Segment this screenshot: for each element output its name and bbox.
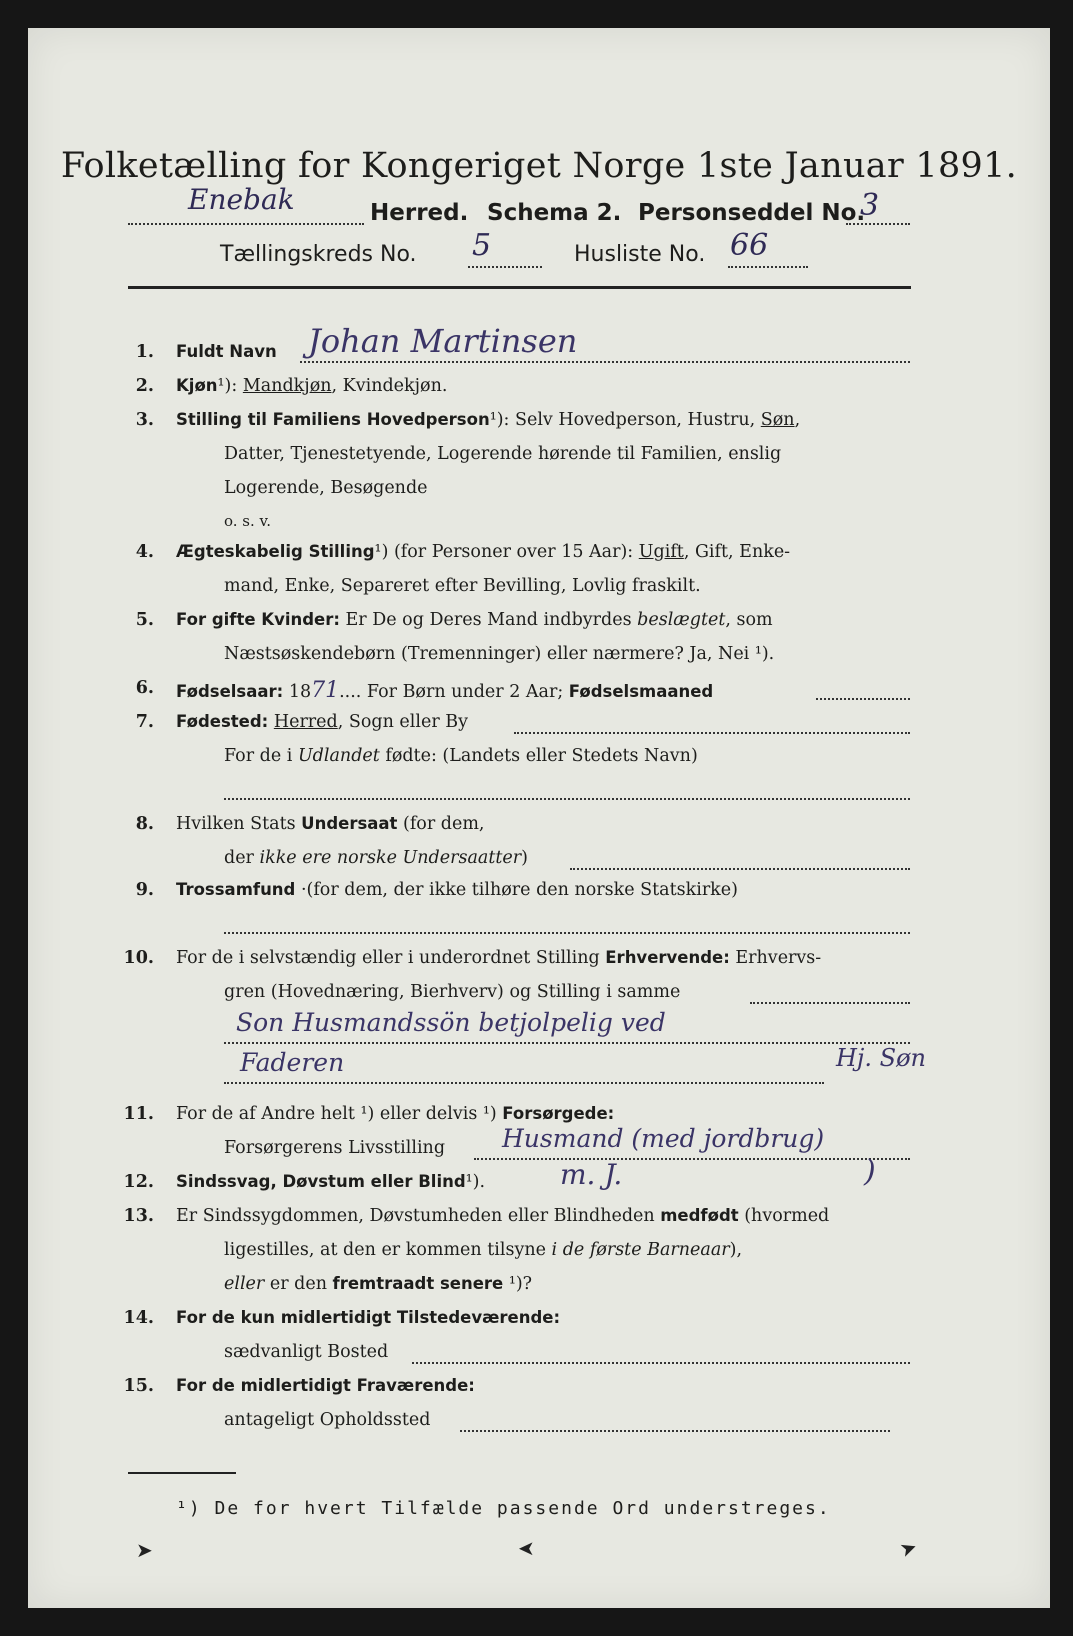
q5-number: 5. xyxy=(135,610,154,630)
q12-number: 12. xyxy=(123,1172,154,1192)
q15-line2: antageligt Opholdssted xyxy=(224,1410,431,1430)
q5-line2: Næstsøskendebørn (Tremenninger) eller nærmere? Ja, Nei ¹). xyxy=(224,644,775,664)
q15-number: 15. xyxy=(123,1376,154,1396)
personseddel-dotline xyxy=(846,223,910,225)
q7-line2: For de i Udlandet fødte: (Landets eller Stedets Navn) xyxy=(224,746,698,766)
husliste-label: Husliste No. xyxy=(574,242,706,267)
footnote: ¹) De for hvert Tilfælde passende Ord understreges. xyxy=(176,1498,831,1519)
registration-mark-left: ➤ xyxy=(136,1538,153,1562)
herred-value: Enebak xyxy=(188,183,295,216)
registration-mark-center: ➤ xyxy=(518,1536,535,1560)
q1-number: 1. xyxy=(135,342,154,362)
q3-line2: Datter, Tjenestetyende, Logerende hørende til Familien, enslig xyxy=(224,444,782,464)
q6-line: Fødselsaar: 1871.... For Børn under 2 Aar; Fødselsmaaned xyxy=(176,678,714,703)
q15-line1: For de midlertidigt Fraværende: xyxy=(176,1376,475,1395)
q11-dotline xyxy=(474,1158,910,1160)
header-rule xyxy=(128,286,911,289)
personseddel-label: Personseddel No. xyxy=(638,200,866,226)
q15-dotline xyxy=(460,1430,890,1432)
q1-answer: Johan Martinsen xyxy=(308,322,578,360)
form-title: Folketælling for Kongeriget Norge 1ste Januar 1891. xyxy=(60,146,1018,186)
q12-answer-mark: ) xyxy=(864,1154,876,1189)
q8-line2: der ikke ere norske Undersaatter) xyxy=(224,848,528,868)
q10-line1: For de i selvstændig eller i underordnet Stilling Erhvervende: Erhvervs- xyxy=(176,948,822,968)
q4-line1: Ægteskabelig Stilling¹) (for Personer over 15 Aar): Ugift, Gift, Enke- xyxy=(176,542,791,562)
q10-number: 10. xyxy=(123,948,154,968)
q2-number: 2. xyxy=(135,376,154,396)
q4-line2: mand, Enke, Separeret efter Bevilling, Lovlig fraskilt. xyxy=(224,576,701,596)
q1-dotline xyxy=(300,361,910,363)
q7-dotline1 xyxy=(514,732,910,734)
q2-text: Kjøn¹): Mandkjøn, Kvindekjøn. xyxy=(176,376,448,396)
q8-number: 8. xyxy=(135,814,154,834)
q10-answer2: Faderen xyxy=(240,1048,345,1077)
q14-line1: For de kun midlertidigt Tilstedeværende: xyxy=(176,1308,561,1327)
q3-line1: Stilling til Familiens Hovedperson¹): Selv Hovedperson, Hustru, Søn, xyxy=(176,410,801,430)
footnote-rule xyxy=(128,1472,236,1474)
q10-answer1: Son Husmandssön betjolpelig ved xyxy=(236,1008,666,1037)
q10-dotline3 xyxy=(224,1082,824,1084)
q6-dotline xyxy=(816,698,910,700)
q10-line2: gren (Hovednæring, Bierhverv) og Stilling i samme xyxy=(224,982,681,1002)
q14-number: 14. xyxy=(123,1308,154,1328)
q8-dotline xyxy=(570,868,910,870)
q13-line1: Er Sindssygdommen, Døvstumheden eller Blindheden medfødt (hvormed xyxy=(176,1206,830,1226)
q1-label: Fuldt Navn xyxy=(176,342,277,361)
q10-dotline2 xyxy=(224,1042,910,1044)
q7-number: 7. xyxy=(135,712,154,732)
q14-dotline xyxy=(412,1362,910,1364)
q5-line1: For gifte Kvinder: Er De og Deres Mand indbyrdes beslægtet, som xyxy=(176,610,773,630)
q8-line1: Hvilken Stats Undersaat (for dem, xyxy=(176,814,485,834)
census-form xyxy=(28,28,1050,1608)
q9-dotline xyxy=(224,932,910,934)
kreds-dotline xyxy=(468,266,542,268)
q12-line: Sindssvag, Døvstum eller Blind¹). xyxy=(176,1172,486,1192)
q14-line2: sædvanligt Bosted xyxy=(224,1342,389,1362)
q6-number: 6. xyxy=(135,678,154,698)
q13-line2: ligestilles, at den er kommen tilsyne i de første Barneaar), xyxy=(224,1240,743,1260)
personseddel-value: 3 xyxy=(860,188,880,223)
schema-label: Schema 2. xyxy=(487,200,622,226)
q12-answer: m. J. xyxy=(560,1158,623,1191)
kreds-value: 5 xyxy=(472,228,492,263)
q10-dotline1 xyxy=(750,1002,910,1004)
q11-line1: For de af Andre helt ¹) eller delvis ¹) Forsørgede: xyxy=(176,1104,615,1124)
q6-answer: 71 xyxy=(311,678,340,703)
q10-answer3: Hj. Søn xyxy=(836,1044,926,1072)
q11-number: 11. xyxy=(123,1104,154,1124)
q11-line2: Forsørgerens Livsstilling xyxy=(224,1138,446,1158)
herred-dotline xyxy=(128,223,364,225)
husliste-value: 66 xyxy=(730,228,769,263)
q9-line: Trossamfund ·(for dem, der ikke tilhøre den norske Statskirke) xyxy=(176,880,738,900)
registration-mark-right: ➤ xyxy=(896,1533,921,1563)
q3-line3: Logerende, Besøgende xyxy=(224,478,428,498)
q9-number: 9. xyxy=(135,880,154,900)
kreds-label: Tællingskreds No. xyxy=(220,242,417,267)
q13-line3: eller er den fremtraadt senere ¹)? xyxy=(224,1274,533,1294)
q11-answer: Husmand (med jordbrug) xyxy=(502,1124,825,1153)
q7-line1: Fødested: Herred, Sogn eller By xyxy=(176,712,469,732)
husliste-dotline xyxy=(728,266,808,268)
herred-label: Herred. xyxy=(370,200,469,226)
q13-number: 13. xyxy=(123,1206,154,1226)
q3-line4: o. s. v. xyxy=(224,512,271,530)
q3-number: 3. xyxy=(135,410,154,430)
q7-dotline2 xyxy=(224,798,910,800)
q4-number: 4. xyxy=(135,542,154,562)
